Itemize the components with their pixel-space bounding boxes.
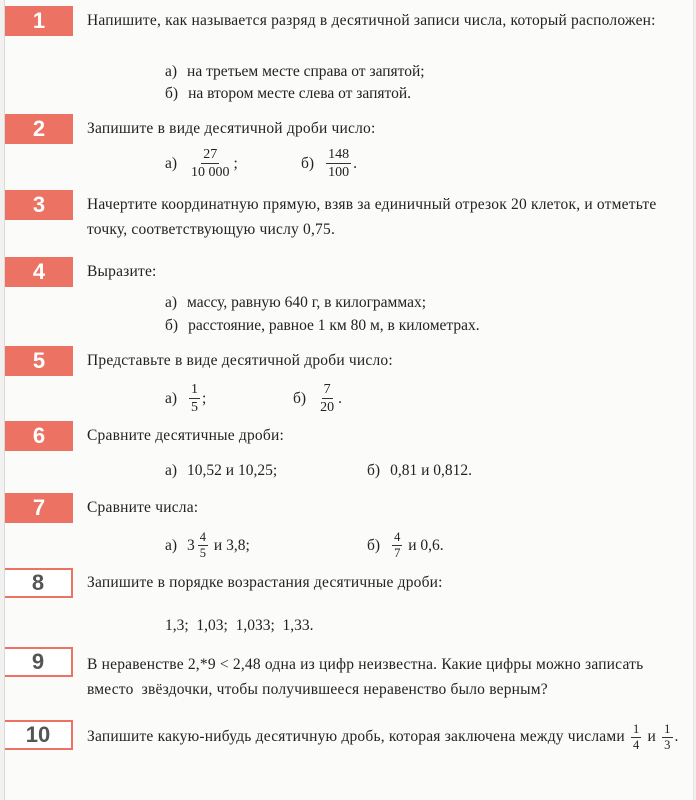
task-number-badge: 7 [5, 493, 73, 523]
denominator: 5 [199, 546, 207, 560]
numerator: 1 [191, 382, 199, 397]
option-a [165, 381, 206, 416]
option-text: 0,81 и 0,812. [390, 462, 472, 479]
decimals-list: 1,3; 1,03; 1,033; 1,33. [165, 617, 314, 634]
punctuation: ; [233, 154, 238, 172]
task-question: Запишите в порядке возрастания десятичные дроби: [87, 574, 443, 591]
task-number-badge: 6 [5, 421, 73, 451]
option-label: а) [165, 389, 178, 407]
task-question: Сравните числа: [87, 499, 199, 516]
option-a [165, 146, 238, 181]
option-label: а) [165, 462, 178, 479]
option-text: 10,52 и 10,25; [187, 462, 278, 479]
joiner-text: и [647, 728, 657, 746]
numerator: 4 [394, 530, 401, 544]
option-a [165, 291, 426, 315]
task-number-badge: 1 [5, 6, 73, 36]
fraction [662, 722, 672, 753]
numerator: 7 [323, 382, 331, 397]
numerator: 148 [328, 147, 350, 162]
task-number-badge: 3 [5, 190, 73, 220]
task-question: Выразите: [87, 263, 157, 280]
option-a [165, 60, 425, 84]
denominator: 4 [632, 738, 640, 752]
option-label: б) [367, 536, 381, 554]
option-b [301, 146, 357, 181]
punctuation: . [353, 154, 357, 172]
fraction [318, 381, 336, 416]
fraction [189, 146, 232, 181]
task-question: Напишите, как называется разряд в десятичной записи числа, который расположен: [87, 12, 656, 29]
option-b [293, 381, 342, 416]
denominator: 10 000 [191, 165, 230, 180]
denominator: 7 [394, 546, 401, 560]
task-number-badge: 4 [5, 257, 73, 287]
task-question: Начертите координатную прямую, взяв за единичный отрезок 20 клеток, и отметьте точку, соответствующую числу 0,75. [87, 196, 657, 238]
fraction [326, 146, 351, 181]
option-text: на третьем месте справа от запятой; [187, 63, 425, 80]
whole-part: 3 [187, 536, 195, 554]
option-label: б) [165, 317, 179, 334]
punctuation: . [674, 728, 679, 746]
denominator: 3 [664, 738, 671, 752]
fraction [189, 381, 200, 416]
option-b [165, 82, 411, 106]
punctuation: ; [202, 389, 207, 407]
denominator: 20 [320, 400, 335, 415]
task-number-badge: 2 [5, 114, 73, 144]
option-label: а) [165, 294, 178, 311]
numerator: 4 [199, 530, 207, 544]
option-text: расстояние, равное 1 км 80 м, в километрах. [188, 317, 480, 334]
option-b [367, 530, 444, 561]
numerator: 1 [632, 722, 640, 736]
comparison-text: и 0,6. [404, 536, 444, 554]
option-a [165, 530, 250, 561]
task-question: Представьте в виде десятичной дроби число: [87, 352, 393, 369]
task-number-badge: 10 [5, 720, 73, 750]
option-label: б) [367, 462, 381, 479]
option-label: а) [165, 154, 178, 172]
task-question: Сравните десятичные дроби: [87, 427, 284, 444]
option-a [165, 459, 277, 483]
option-label: а) [165, 536, 178, 554]
denominator: 5 [191, 400, 199, 415]
option-label: б) [293, 389, 307, 407]
option-label: б) [301, 154, 315, 172]
option-text: массу, равную 640 г, в килограммах; [187, 294, 427, 311]
task-question: В неравенстве 2,*9 < 2,48 одна из цифр неизвестна. Какие цифры можно записать вместо звёздочки, чтобы получившееся неравенство было верным? [87, 656, 648, 698]
comparison-text: и 3,8; [210, 536, 250, 554]
denominator: 100 [328, 165, 350, 180]
punctuation: . [338, 389, 342, 407]
worksheet [4, 0, 694, 800]
numerator: 1 [664, 722, 671, 736]
task-number-badge: 9 [5, 647, 73, 677]
option-label: а) [165, 63, 178, 80]
option-b [367, 459, 472, 483]
option-b [165, 314, 480, 338]
fraction [198, 530, 208, 561]
fraction [392, 530, 402, 561]
option-label: б) [165, 85, 179, 102]
task-number-badge: 5 [5, 346, 73, 376]
fraction [631, 722, 641, 753]
task-question: Запишите в виде десятичной дроби число: [87, 120, 376, 137]
numerator: 27 [203, 147, 218, 162]
option-text: на втором месте слева от запятой. [188, 85, 412, 102]
task-number-badge: 8 [5, 568, 73, 598]
question-text: Запишите какую-нибудь десятичную дробь, которая заключена между числами [87, 728, 625, 746]
task-question [87, 722, 683, 753]
